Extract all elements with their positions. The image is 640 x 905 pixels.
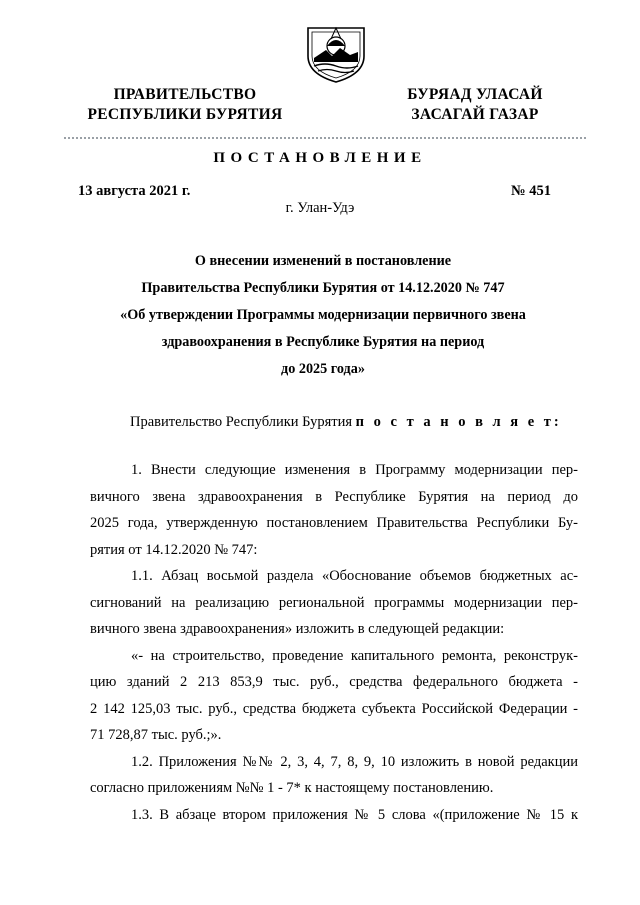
paragraph-4 [90, 749, 578, 802]
subject-line: здравоохранения в Республике Бурятия на период [161, 334, 485, 350]
body-line: сигнований на реализацию региональной программы модернизации пер- [90, 594, 578, 611]
subject-line: О внесении изменений в постановление [194, 253, 452, 269]
subject-line: Правительства Республики Бурятия от 14.12.2020 № 747 [141, 280, 505, 296]
header-left-line1: ПРАВИТЕЛЬСТВО [113, 86, 257, 103]
document-type: ПОСТАНОВЛЕНИЕ [213, 150, 427, 166]
header-left-line2: РЕСПУБЛИКИ БУРЯТИЯ [87, 106, 283, 123]
body-line: 1.3. В абзаце втором приложения № 5 слова «(приложение № 15 к [131, 806, 578, 823]
body-line: 1.1. Абзац восьмой раздела «Обоснование объемов бюджетных ас- [131, 568, 578, 584]
header-right-line2: ЗАСАГАЙ ГАЗАР [411, 106, 539, 123]
decree-verb: п о с т а н о в л я е т: [355, 414, 562, 430]
paragraph-2 [90, 563, 578, 643]
header-left [60, 85, 310, 125]
paragraph-5 [90, 802, 578, 829]
body-line: 1. Внести следующие изменения в Программу модернизации пер- [131, 462, 578, 478]
body-line: 2025 года, утвержденную постановлением Правительства Республики Бу- [90, 515, 578, 531]
decree-prefix: Правительство Республики Бурятия [130, 414, 353, 430]
paragraph-3 [90, 643, 578, 749]
body-line: «- на строительство, проведение капитального ремонта, реконструк- [131, 647, 578, 664]
coat-of-arms-emblem [300, 22, 372, 84]
body-line: цию зданий 2 213 853,9 тыс. руб., средства федерального бюджета - [90, 674, 578, 690]
body-line: согласно приложениям №№ 1 - 7* к настоящему постановлению. [90, 780, 494, 796]
body-line: вичного звена здравоохранения» изложить в следующей редакции: [90, 621, 505, 637]
document-number: № 451 [511, 183, 551, 199]
decree-line [130, 414, 562, 431]
document-city: г. Улан-Удэ [285, 200, 355, 216]
subject-line: до 2025 года» [281, 361, 365, 377]
subject-line: «Об утверждении Программы модернизации первичного звена [120, 307, 526, 323]
body-line: 2 142 125,03 тыс. руб., средства бюджета субъекта Российской Федерации - [90, 700, 578, 717]
paragraph-1 [90, 457, 578, 563]
body-line: 1.2. Приложения №№ 2, 3, 4, 7, 8, 9, 10 изложить в новой редакции [131, 753, 578, 770]
header-right [360, 85, 590, 125]
document-body [90, 457, 578, 828]
document-subject [100, 248, 546, 383]
header-right-line1: БУРЯАД УЛАСАЙ [407, 86, 543, 103]
document-date: 13 августа 2021 г. [78, 183, 191, 199]
body-line: вичного звена здравоохранения в Республике Бурятия на период до [90, 488, 578, 505]
header-separator [64, 137, 586, 139]
body-line: 71 728,87 тыс. руб.;». [90, 727, 222, 743]
body-line: рятия от 14.12.2020 № 747: [90, 541, 258, 558]
